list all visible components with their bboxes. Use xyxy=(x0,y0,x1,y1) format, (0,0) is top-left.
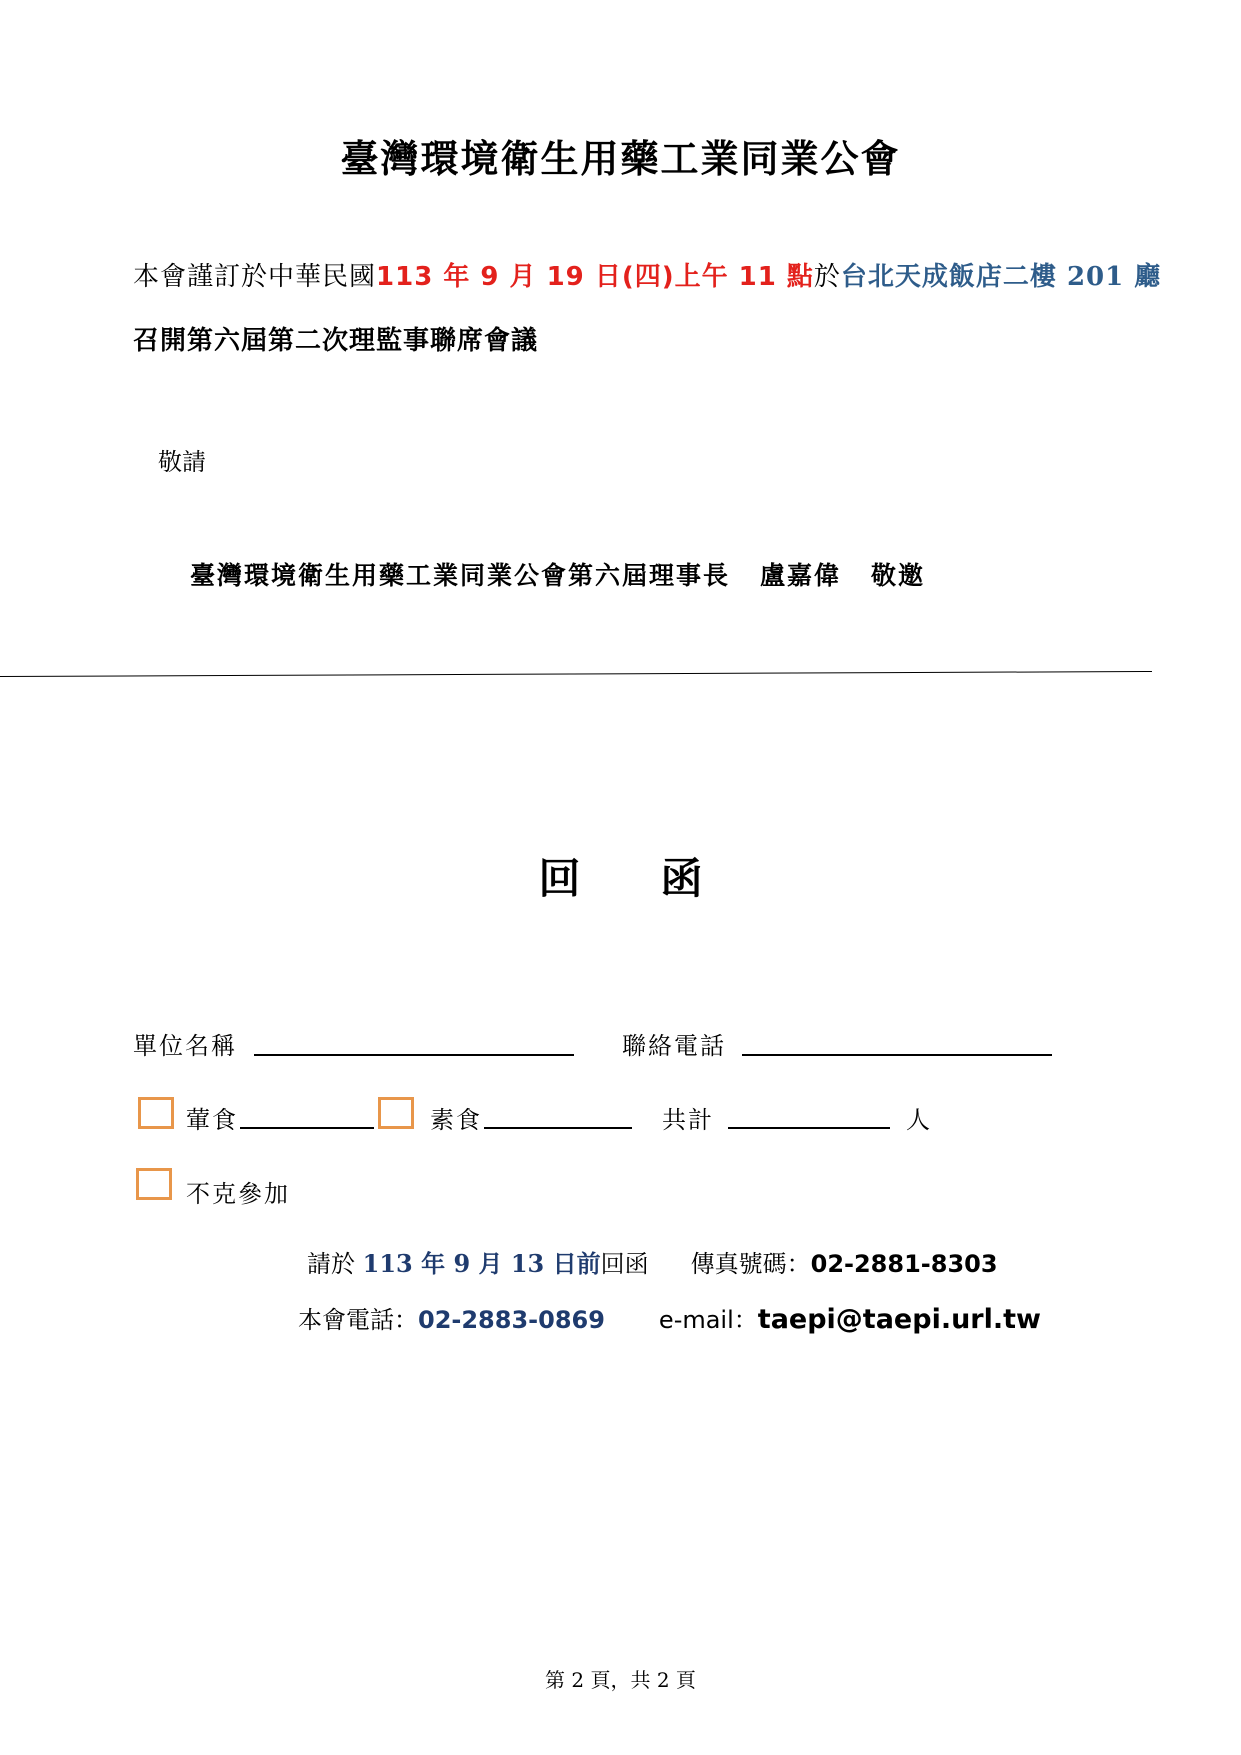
notice-line-1 xyxy=(133,256,1161,293)
unit-name-label: 單位名稱 xyxy=(133,1032,237,1060)
meeting-datetime: 113 年 9 月 19 日(四)上午 11 點 xyxy=(376,262,814,292)
meeting-venue: 台北天成飯店二樓 201 廳 xyxy=(840,262,1162,292)
contact-line xyxy=(298,1300,1041,1335)
deadline-line xyxy=(307,1244,998,1279)
office-phone-label: 本會電話： xyxy=(298,1306,418,1334)
signature-line xyxy=(190,556,925,592)
deadline-suffix: 回函 xyxy=(600,1250,649,1278)
notice-mid: 於 xyxy=(813,262,841,292)
decline-checkbox[interactable] xyxy=(136,1168,172,1200)
reply-form-title xyxy=(0,846,1241,906)
meat-meal-checkbox[interactable] xyxy=(138,1097,174,1129)
meat-meal-label: 葷食 xyxy=(186,1106,238,1134)
office-phone-number: 02-2883-0869 xyxy=(418,1306,605,1334)
deadline-prefix: 請於 xyxy=(307,1250,355,1278)
email-label: e-mail： xyxy=(658,1306,758,1334)
total-label: 共計 xyxy=(662,1106,714,1134)
notice-line-2: 召開第六屆第二次理監事聯席會議 xyxy=(133,326,539,356)
vegetarian-meal-checkbox[interactable] xyxy=(378,1097,414,1129)
vegetarian-meal-label: 素食 xyxy=(430,1106,482,1134)
cut-line-divider xyxy=(0,671,1152,677)
signature-name: 盧嘉偉 xyxy=(760,561,842,590)
signature-closing: 敬邀 xyxy=(871,561,926,590)
decline-label: 不克參加 xyxy=(186,1180,290,1208)
unit-name-field[interactable] xyxy=(254,1054,574,1056)
signature-org-title: 臺灣環境衛生用藥工業同業公會第六屆理事長 xyxy=(190,561,731,590)
meat-meal-count-field[interactable] xyxy=(240,1127,374,1129)
person-unit-label: 人 xyxy=(906,1106,932,1134)
fax-label: 傳真號碼： xyxy=(690,1250,811,1278)
contact-phone-label: 聯絡電話 xyxy=(622,1032,726,1060)
salutation: 敬請 xyxy=(158,448,206,476)
page-number-footer: 第 2 頁，共 2 頁 xyxy=(545,1668,696,1692)
deadline-date: 113 年 9 月 13 日前 xyxy=(362,1249,601,1278)
total-count-field[interactable] xyxy=(728,1127,890,1129)
reply-title-right: 函 xyxy=(660,854,703,903)
contact-phone-field[interactable] xyxy=(742,1054,1052,1056)
fax-number: 02-2881-8303 xyxy=(810,1250,998,1278)
notice-prefix: 本會謹訂於中華民國 xyxy=(133,262,377,292)
email-address[interactable]: taepi@taepi.url.tw xyxy=(757,1304,1041,1335)
reply-title-left: 回 xyxy=(538,854,581,903)
vegetarian-meal-count-field[interactable] xyxy=(484,1127,632,1129)
document-title: 臺灣環境衛生用藥工業同業公會 xyxy=(340,136,901,181)
